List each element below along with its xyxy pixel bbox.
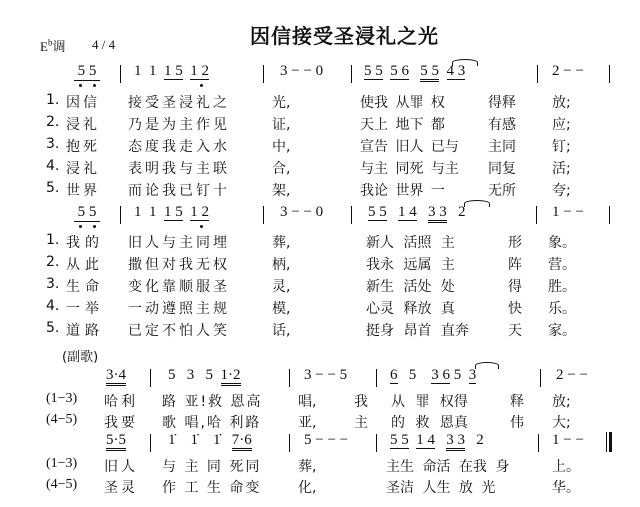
lyric: 路 亚!救 恩高 <box>162 394 263 410</box>
lyric: 主 <box>354 415 368 431</box>
lyric: 与主 同死 与主 <box>360 161 459 177</box>
lyric: 天 <box>508 323 522 339</box>
lyric: 挺身 昂首 直奔 <box>366 323 469 339</box>
lyric: 阵 <box>508 257 522 273</box>
lyric: 作 工 生 命变 <box>162 480 262 496</box>
notes-pickup: 3·4 <box>106 367 126 384</box>
key-signature <box>40 36 65 55</box>
lyric: 同复 <box>488 161 516 177</box>
lyric: 亚, <box>298 415 317 431</box>
final-barline <box>606 432 607 452</box>
lyric: 我的 <box>66 235 104 251</box>
barline <box>289 369 290 387</box>
lyric: 的 救 恩真 <box>391 415 468 431</box>
lyric: 钉; <box>552 139 571 155</box>
lyric: 夸; <box>552 183 571 199</box>
lyric: 家。 <box>548 323 576 339</box>
lyric: 撒但对我无权 <box>128 257 230 273</box>
lyric: 我永 远属 主 <box>366 257 455 273</box>
lyric: 我论 世界 一 <box>360 183 445 199</box>
lyric: 模, <box>272 301 291 317</box>
lyric: 已定不怕人笑 <box>128 323 230 339</box>
lyric: 释 <box>510 394 524 410</box>
lyric: 柄, <box>272 257 291 273</box>
lyric: 葬, <box>298 459 317 475</box>
lyric: 一动遵照主规 <box>128 301 230 317</box>
lyric: 话, <box>272 323 291 339</box>
lyric: 一举 <box>66 301 104 317</box>
lyric: 灵, <box>272 279 291 295</box>
verse-number: (4−5) <box>46 477 78 492</box>
verse-number: (4−5) <box>46 412 78 427</box>
verse-number: 5. <box>46 180 60 196</box>
lyric: 放; <box>552 394 571 410</box>
lyric: 因信 <box>66 95 100 111</box>
barline <box>540 369 541 387</box>
final-barline-thick <box>609 432 612 452</box>
lyric: 天上 地下 都 <box>360 117 445 133</box>
verse-number: 4. <box>46 298 60 314</box>
slur <box>452 59 478 66</box>
notes-measure-4: 1 − − <box>552 432 584 448</box>
song-title: 因信接受圣浸礼之光 <box>250 24 439 48</box>
key-letter: E <box>40 39 48 54</box>
notes-measure-2: 3 − − 5 <box>304 367 348 383</box>
lyric: 态度我走入水 <box>128 139 230 155</box>
notes-measure-1: 5 3 5 1·2 <box>168 367 241 384</box>
time-signature: 4 / 4 <box>92 37 116 52</box>
barline <box>150 369 151 387</box>
lyric: 化, <box>298 480 317 496</box>
barline <box>538 434 539 452</box>
notes-pickup: 5 5 <box>74 63 100 81</box>
notes-measure-3: 5 5 1 4 3 3 2 <box>368 204 466 221</box>
lyric: 无所 <box>488 183 516 199</box>
lyric: 与 主 同 死同 <box>162 459 262 475</box>
lyric: 证, <box>272 117 291 133</box>
lyric: 上。 <box>552 459 580 475</box>
notes-measure-3: 5 5 5 6 5 5 4 3 <box>364 63 465 80</box>
verse-number: 1. <box>46 92 60 108</box>
lyric: 有感 <box>488 117 516 133</box>
lyric: 营。 <box>548 257 576 273</box>
lyric: 世界 <box>66 183 100 199</box>
barline <box>120 65 121 83</box>
lyric: 抱死 <box>66 139 100 155</box>
lyric: 从此 <box>66 257 104 273</box>
lyric: 表明我与主联 <box>128 161 230 177</box>
lyric: 放; <box>552 95 571 111</box>
flat-sign: b <box>47 37 53 48</box>
lyric: 乃是为主作见 <box>128 117 230 133</box>
lyric: 道路 <box>66 323 104 339</box>
slur <box>464 200 490 207</box>
lyric: 心灵 释放 真 <box>366 301 455 317</box>
lyric: 接受圣浸礼之 <box>128 95 230 111</box>
lyric: 华。 <box>552 480 580 496</box>
barline <box>263 206 264 224</box>
barline <box>150 434 151 452</box>
lyric: 变化靠顺服圣 <box>128 279 230 295</box>
verse-number: 3. <box>46 276 60 292</box>
verse-number: 3. <box>46 136 60 152</box>
lyric: 葬, <box>272 235 291 251</box>
notes-measure-2: 3 − − 0 <box>280 63 324 79</box>
notes-measure-1: 1̇ 1̇ 1̇ 7·6 <box>168 432 252 449</box>
notes-measure-1: 1 1 1 5 1 2 <box>134 204 209 220</box>
barline <box>376 369 377 387</box>
lyric: 中, <box>272 139 291 155</box>
lyric: 浸礼 <box>66 161 100 177</box>
lyric: 主同 <box>488 139 516 155</box>
lyric: 生命 <box>66 279 104 295</box>
verse-number: 5. <box>46 320 60 336</box>
lyric: 新人 活照 主 <box>366 235 455 251</box>
lyric: 快 <box>508 301 522 317</box>
notes-measure-3: 6 5 3 6 5 3 <box>390 367 477 383</box>
lyric: 哈利 <box>104 394 138 410</box>
barline <box>263 65 264 83</box>
notes-measure-4: 2 − − <box>556 367 588 383</box>
notes-measure-2: 3 − − 0 <box>280 204 324 220</box>
lyric: 歌 唱,哈 利路 <box>162 415 262 431</box>
verse-number: (1−3) <box>46 391 78 406</box>
barline <box>609 65 610 83</box>
lyric: 旧人与主同埋 <box>128 235 230 251</box>
lyric: 旧人 <box>104 459 138 475</box>
barline <box>536 206 537 224</box>
lyric: 而论我已钉十 <box>128 183 230 199</box>
lyric: 圣灵 <box>104 480 138 496</box>
notes-measure-1: 1 1 1 5 1 2 <box>134 63 209 79</box>
lyric: 我要 <box>104 415 138 431</box>
slur <box>475 362 499 369</box>
lyric: 浸礼 <box>66 117 100 133</box>
lyric: 我 <box>354 394 368 410</box>
barline <box>376 434 377 452</box>
barline <box>351 65 352 83</box>
lyric: 应; <box>552 117 571 133</box>
lyric: 主生 命活 在我 身 <box>386 459 510 475</box>
verse-number: 2. <box>46 114 60 130</box>
key-suffix: 调 <box>52 39 66 54</box>
notes-pickup: 5·5 <box>106 432 126 449</box>
lyric: 伟 <box>510 415 524 431</box>
lyric: 形 <box>508 235 522 251</box>
lyric: 乐。 <box>548 301 576 317</box>
verse-number: (1−3) <box>46 456 78 471</box>
notes-measure-4: 2 − − <box>552 63 584 79</box>
barline <box>537 65 538 83</box>
barline <box>351 206 352 224</box>
lyric: 从 罪 权得 <box>391 394 468 410</box>
verse-number: 1. <box>46 232 60 248</box>
notes-pickup: 5 5 <box>74 204 100 222</box>
lyric: 光, <box>272 95 291 111</box>
lyric: 新生 活处 处 <box>366 279 455 295</box>
lyric: 宣告 旧人 已与 <box>360 139 459 155</box>
notes-measure-4: 1 − − <box>552 204 584 220</box>
lyric: 使我 从罪 权 <box>360 95 445 111</box>
lyric: 活; <box>552 161 571 177</box>
lyric: 唱, <box>298 394 317 410</box>
notes-measure-3: 5 5 1 4 3 3 2 <box>390 432 484 449</box>
lyric: 大; <box>552 415 571 431</box>
barline <box>120 206 121 224</box>
chorus-label: (副歌) <box>62 350 99 365</box>
lyric: 合, <box>272 161 291 177</box>
verse-number: 2. <box>46 254 60 270</box>
lyric: 架, <box>272 183 291 199</box>
lyric: 得释 <box>488 95 516 111</box>
notes-measure-2: 5 − − − <box>304 432 349 448</box>
lyric: 象。 <box>548 235 576 251</box>
barline <box>289 434 290 452</box>
barline <box>609 206 610 224</box>
lyric: 得 <box>508 279 522 295</box>
lyric: 圣洁 人生 放 光 <box>386 480 496 496</box>
lyric: 胜。 <box>548 279 576 295</box>
verse-number: 4. <box>46 158 60 174</box>
